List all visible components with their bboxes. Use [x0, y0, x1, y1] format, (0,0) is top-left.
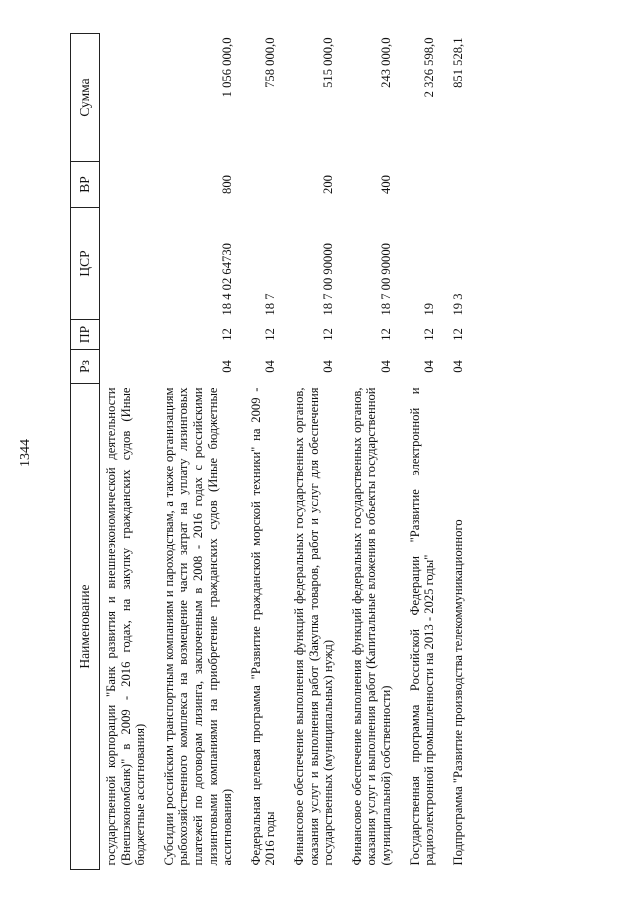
table-row	[344, 34, 402, 870]
row-pr: 12	[220, 328, 235, 341]
table-row	[100, 34, 156, 870]
row-csr: 18 4 02 64730	[220, 243, 235, 316]
header-pr: ПР	[71, 320, 100, 350]
row-rz: 04	[220, 360, 235, 373]
row-name: Финансовое обеспечение выполнения функций федеральных государственных органов, оказания услуг и выполнения работ (Закупка товаров, работ и услуг для обеспечения государственных (муниципальных) нужд)	[291, 387, 336, 866]
row-csr: 18 7 00 90000	[378, 243, 393, 316]
row-vr	[402, 162, 445, 208]
header-rz: Рз	[71, 350, 100, 384]
row-sum: 1 056 000,0	[220, 37, 235, 98]
row-rz: 04	[321, 360, 336, 373]
row-pr: 12	[321, 328, 336, 341]
landscape-content	[70, 30, 610, 870]
row-vr: 800	[220, 175, 235, 194]
table-row	[156, 34, 243, 870]
header-sum: Сумма	[71, 34, 100, 162]
row-sum: 515 000,0	[321, 37, 336, 88]
row-vr: 200	[321, 175, 336, 194]
row-rz: 04	[422, 360, 437, 373]
row-csr: 18 7	[263, 293, 278, 316]
row-name: Субсидии российским транспортным компаниям и пароходствам, а также организациям рыбохозяйственного комплекса на возмещение части затрат на уплату лизинговых платежей по договорам лизинга, заключенным в 2008 - 2016 годах с российскими лизинговыми компаниями на приобретение гражданских судов (Иные бюджетные ассигнования)	[161, 387, 235, 866]
row-vr	[445, 162, 474, 208]
table-row	[402, 34, 445, 870]
page-number: 1344	[18, 439, 33, 467]
row-name: Подпрограмма "Развитие производства телекоммуникационного	[450, 519, 465, 866]
row-name: Финансовое обеспечение выполнения функций федеральных государственных органов, оказания услуг и выполнения работ (Капитальные вложения в объекты государственной (муниципальной) собственности)	[349, 387, 393, 866]
header-csr: ЦСР	[71, 208, 100, 320]
row-pr: 12	[263, 328, 278, 341]
row-vr	[100, 162, 156, 208]
row-pr: 12	[450, 328, 465, 341]
row-pr: 12	[422, 328, 437, 341]
rotated-page	[70, 30, 610, 870]
table-row	[243, 34, 286, 870]
table-row	[445, 34, 474, 870]
row-pr: 12	[378, 328, 393, 341]
row-csr	[100, 208, 156, 320]
row-vr	[243, 162, 286, 208]
budget-table	[70, 33, 473, 870]
row-pr	[100, 320, 156, 350]
row-name: Государственная программа Российской Федерации "Развитие электронной и радиоэлектронной промышленности на 2013 - 2025 годы"	[407, 387, 437, 866]
row-name: Федеральная целевая программа "Развитие гражданской морской техники" на 2009 - 2016 годы	[248, 387, 278, 866]
table-row	[286, 34, 344, 870]
header-name: Наименование	[71, 384, 100, 870]
row-sum: 851 528,1	[450, 37, 465, 88]
row-vr: 400	[378, 175, 393, 194]
row-csr: 19	[422, 302, 437, 316]
row-rz: 04	[378, 360, 393, 373]
row-rz: 04	[450, 360, 465, 373]
row-sum: 2 326 598,0	[422, 37, 437, 98]
header-vr: ВР	[71, 162, 100, 208]
row-csr: 18 7 00 90000	[321, 243, 336, 316]
row-rz	[100, 350, 156, 384]
row-name: государственной корпорации "Банк развития и внешнеэкономической деятельности (Внешэкономбанк)" в 2009 - 2016 годах, на закупку гражданских судов (Иные бюджетные ассигнования)	[104, 387, 148, 866]
row-sum: 758 000,0	[263, 37, 278, 88]
header-row	[71, 34, 100, 870]
row-sum	[100, 34, 156, 162]
row-sum: 243 000,0	[378, 37, 393, 88]
row-rz: 04	[263, 360, 278, 373]
row-csr: 19 3	[450, 293, 465, 316]
